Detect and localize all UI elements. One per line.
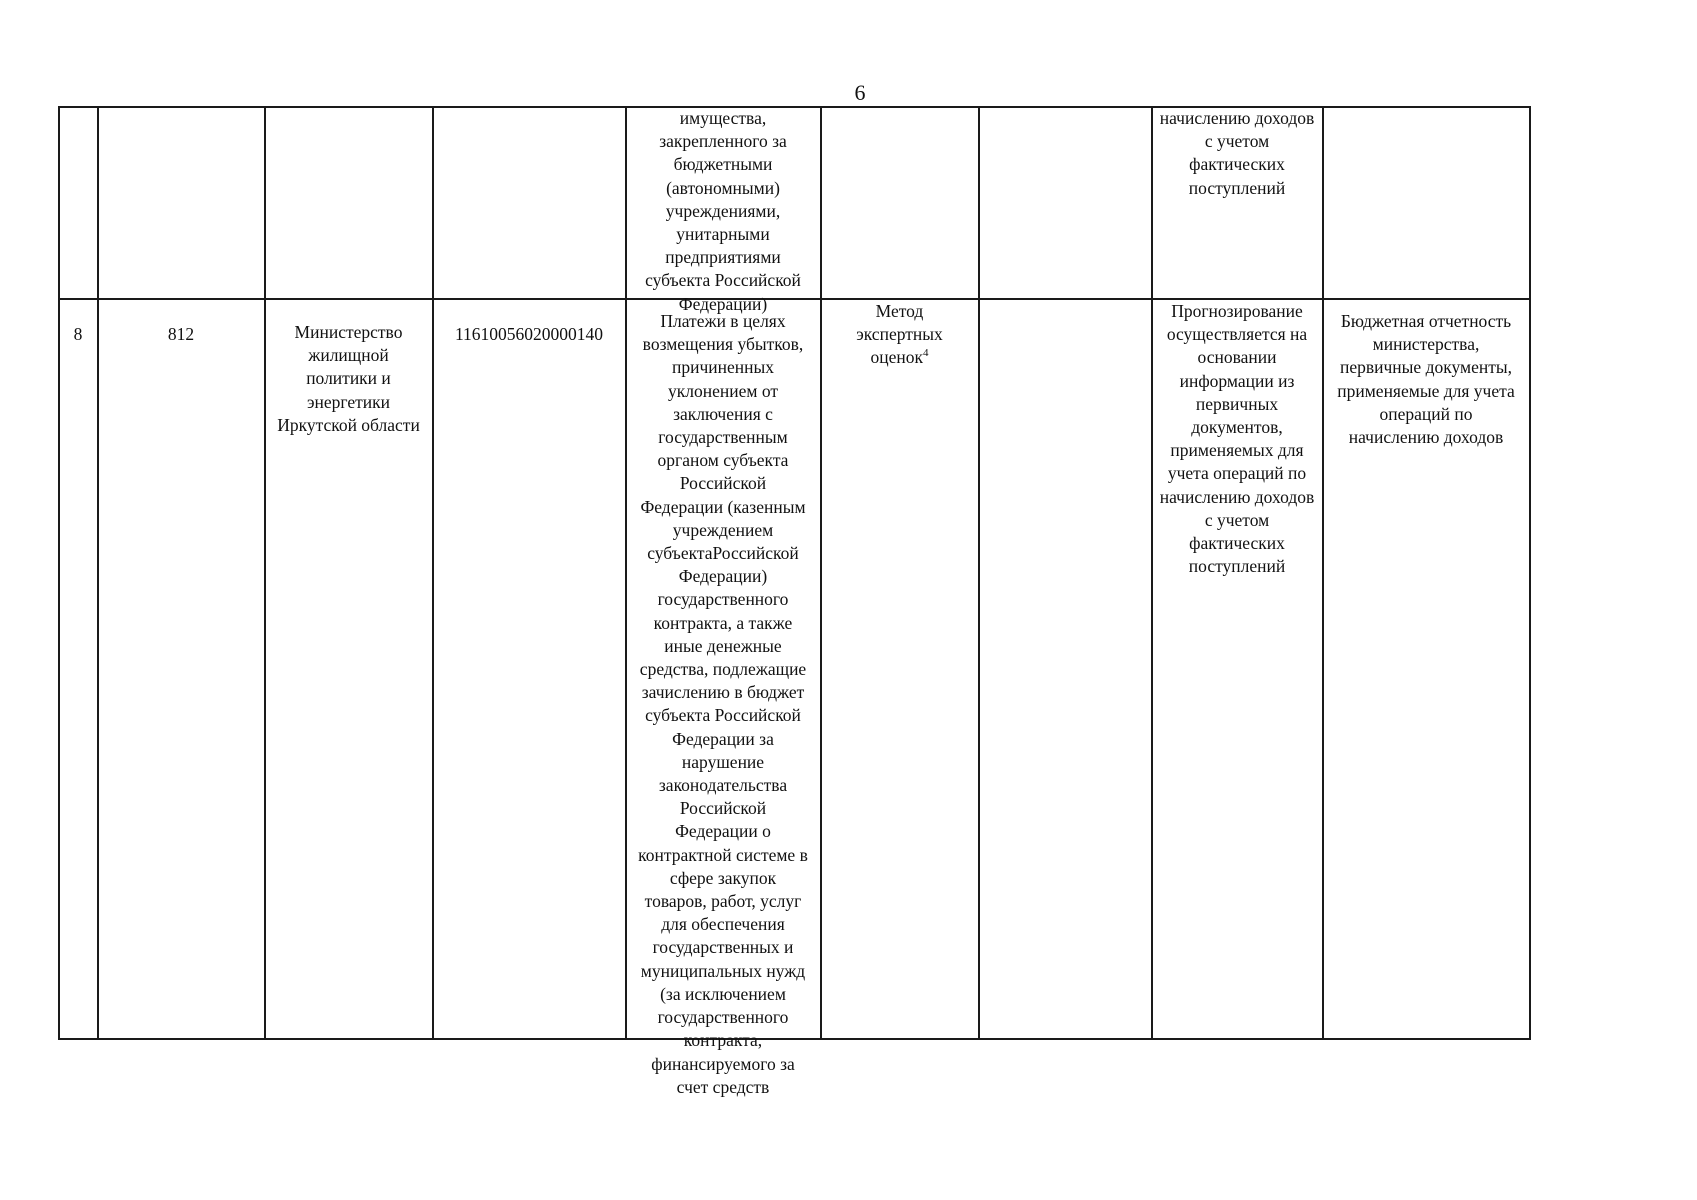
table-cell-kbk-code: 11610056020000140 bbox=[454, 324, 604, 344]
footnote-marker: 4 bbox=[923, 347, 929, 360]
column-divider bbox=[97, 106, 99, 1039]
table-cell-administrator: Министерство жилищной политики и энергетики Иркутской области bbox=[277, 322, 420, 435]
table-cell-row-number: 8 bbox=[73, 324, 83, 344]
table-cell-data-source: Бюджетная отчетность министерства, первичные документы, применяемые для учета операций по начислению доходов bbox=[1337, 311, 1515, 448]
table-cell-calculation-method bbox=[821, 300, 978, 370]
column-divider bbox=[58, 106, 60, 1039]
table-cell-admin-code: 812 bbox=[167, 324, 195, 344]
column-divider bbox=[1322, 106, 1324, 1039]
table-cell-description: Платежи в целях возмещения убытков, причиненных уклонением от заключения с государственным органом субъекта Российской Федерации (казенным учреждением субъектаРоссийской Федерации) государственного контракта, а также иные денежные средства, подлежащие зачислению в бюджет субъекта Российской Федерации за нарушение законодательства Российской Федерации о контрактной системе в сфере закупок товаров, работ, услуг для обеспечения государственных и муниципальных нужд (за исключением государственного контракта, финансируемого за счет средств bbox=[638, 311, 808, 1097]
column-divider bbox=[978, 106, 980, 1039]
column-divider bbox=[1529, 106, 1531, 1039]
column-divider bbox=[432, 106, 434, 1039]
column-divider bbox=[264, 106, 266, 1039]
column-divider bbox=[820, 106, 822, 1039]
table-cell-methodology: Прогнозирование осуществляется на основании информации из первичных документов, применяемых для учета операций по начислению доходов с учетом фактических поступлений bbox=[1159, 301, 1315, 577]
table-cell-description: имущества, закрепленного за бюджетными (автономными) учреждениями, унитарными предприятиями субъекта Российской Федерации) bbox=[645, 108, 801, 314]
method-text: Метод экспертных оценок bbox=[856, 301, 943, 368]
table-cell-methodology: начислению доходов с учетом фактических поступлений bbox=[1159, 108, 1315, 198]
page-number: 6 bbox=[854, 80, 866, 105]
